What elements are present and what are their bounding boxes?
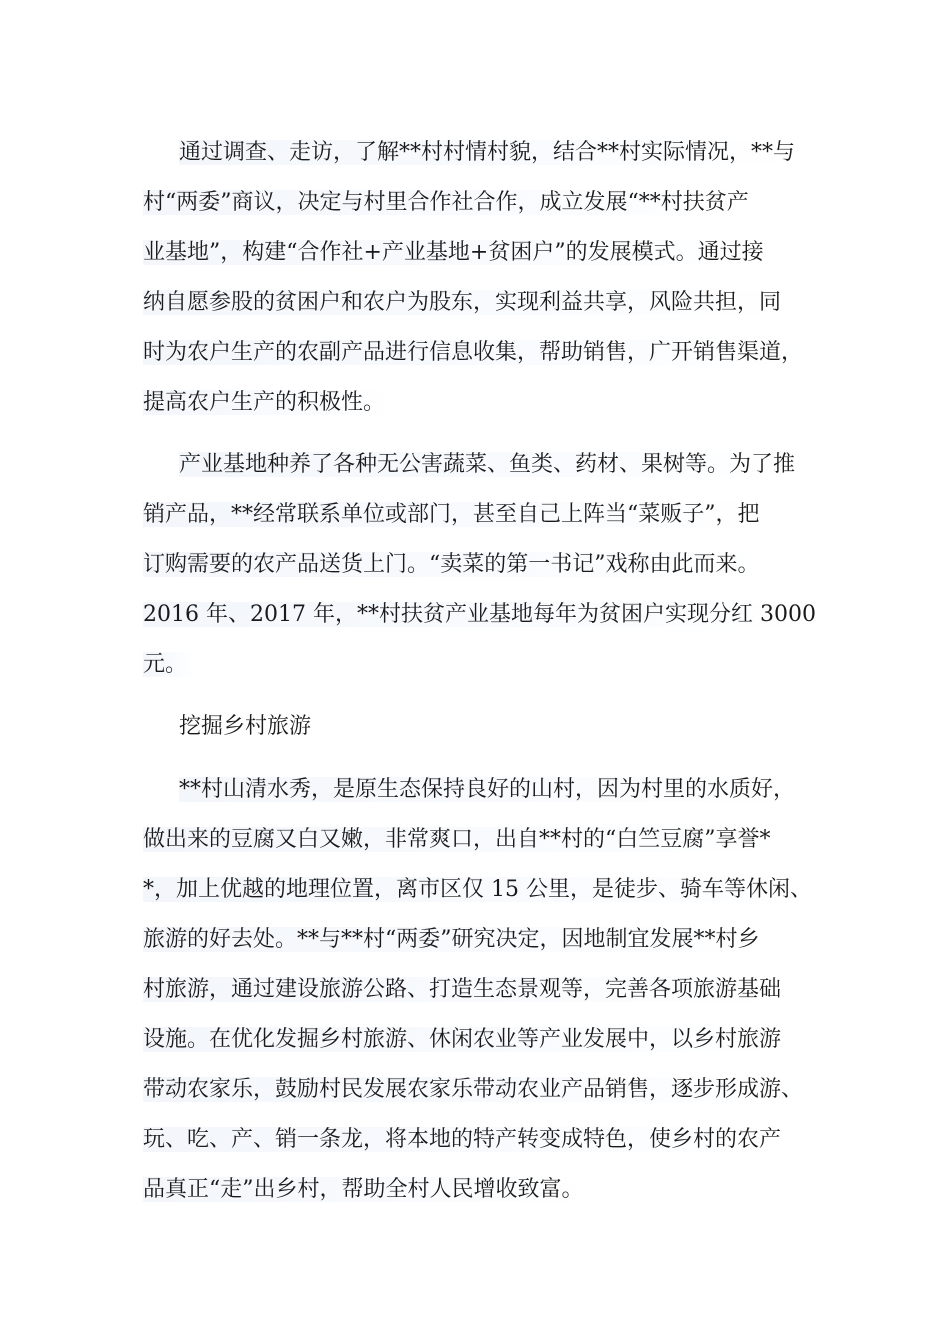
text-line: 业基地”，构建“合作社+产业基地+贫困户”的发展模式。通过接: [143, 228, 819, 278]
paragraph-rural-tourism: [143, 765, 819, 1215]
text-line: 纳自愿参股的贫困户和农户为股东，实现利益共享，风险共担，同: [143, 278, 819, 328]
text-line: 产业基地种养了各种无公害蔬菜、鱼类、药材、果树等。为了推: [143, 440, 819, 490]
text-line: 带动农家乐，鼓励村民发展农家乐带动农业产品销售，逐步形成游、: [143, 1065, 819, 1115]
text-line: 做出来的豆腐又白又嫩，非常爽口，出自**村的“白竺豆腐”享誉*: [143, 815, 819, 865]
text-line: 提高农户生产的积极性。: [143, 378, 819, 428]
paragraph-cooperative-base: [143, 128, 819, 428]
paragraph-vegetable-seller: [143, 440, 819, 690]
text-line: 2016 年、2017 年，**村扶贫产业基地每年为贫困户实现分红 3000: [143, 590, 819, 640]
text-line: 元。: [143, 640, 819, 690]
text-line: **村山清水秀，是原生态保持良好的山村，因为村里的水质好，: [143, 765, 819, 815]
heading-text: 挖掘乡村旅游: [179, 714, 312, 739]
text-line: 玩、吃、产、销一条龙，将本地的特产转变成特色，使乡村的农产: [143, 1115, 819, 1165]
text-line: 旅游的好去处。**与**村“两委”研究决定，因地制宜发展**村乡: [143, 915, 819, 965]
text-line: 品真正“走”出乡村，帮助全村人民增收致富。: [143, 1165, 819, 1215]
text-line: 通过调查、走访，了解**村村情村貌，结合**村实际情况，**与: [143, 128, 819, 178]
text-line: *，加上优越的地理位置，离市区仅 15 公里，是徒步、骑车等休闲、: [143, 865, 819, 915]
text-line: 村旅游，通过建设旅游公路、打造生态景观等，完善各项旅游基础: [143, 965, 819, 1015]
text-line: 村“两委”商议，决定与村里合作社合作，成立发展“**村扶贫产: [143, 178, 819, 228]
text-line: 时为农户生产的农副产品进行信息收集，帮助销售，广开销售渠道，: [143, 328, 819, 378]
text-line: 销产品，**经常联系单位或部门，甚至自己上阵当“菜贩子”，把: [143, 490, 819, 540]
text-line: 订购需要的农产品送货上门。“卖菜的第一书记”戏称由此而来。: [143, 540, 819, 590]
section-heading: [143, 702, 819, 752]
text-line: 设施。在优化发掘乡村旅游、休闲农业等产业发展中，以乡村旅游: [143, 1015, 819, 1065]
